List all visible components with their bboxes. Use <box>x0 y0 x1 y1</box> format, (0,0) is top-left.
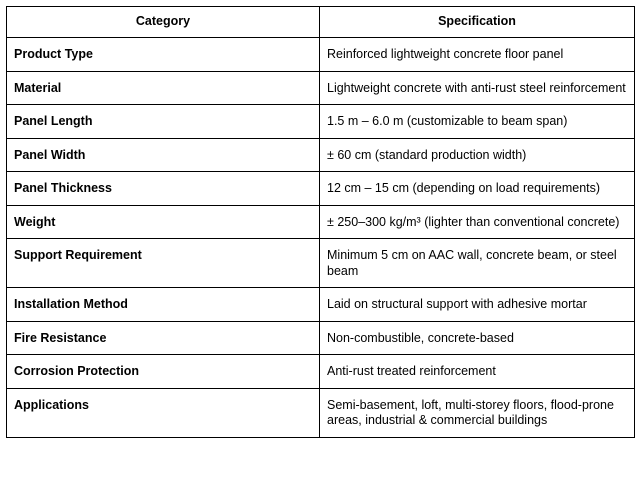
table-header <box>7 7 635 38</box>
category-cell: Weight <box>7 205 320 239</box>
specification-cell: Laid on structural support with adhesive mortar <box>320 288 635 322</box>
category-cell: Panel Thickness <box>7 172 320 206</box>
category-cell: Support Requirement <box>7 239 320 288</box>
specification-cell: Reinforced lightweight concrete floor panel <box>320 38 635 72</box>
category-cell: Fire Resistance <box>7 321 320 355</box>
category-cell: Panel Width <box>7 138 320 172</box>
specification-cell: Semi-basement, loft, multi-storey floors, flood-prone areas, industrial & commercial buildings <box>320 388 635 437</box>
table-row <box>7 38 635 72</box>
specification-cell: 12 cm – 15 cm (depending on load requirements) <box>320 172 635 206</box>
specification-cell: Non-combustible, concrete-based <box>320 321 635 355</box>
table-row <box>7 172 635 206</box>
category-cell: Corrosion Protection <box>7 355 320 389</box>
table-row <box>7 138 635 172</box>
table-body <box>7 38 635 438</box>
specification-cell: 1.5 m – 6.0 m (customizable to beam span) <box>320 105 635 139</box>
table-row <box>7 388 635 437</box>
specification-cell: Minimum 5 cm on AAC wall, concrete beam, or steel beam <box>320 239 635 288</box>
header-row <box>7 7 635 38</box>
header-specification: Specification <box>320 7 635 38</box>
specification-table <box>6 6 635 438</box>
category-cell: Installation Method <box>7 288 320 322</box>
table-row <box>7 71 635 105</box>
table-row <box>7 239 635 288</box>
specification-cell: ± 60 cm (standard production width) <box>320 138 635 172</box>
table-row <box>7 288 635 322</box>
table-row <box>7 105 635 139</box>
header-category: Category <box>7 7 320 38</box>
table-row <box>7 321 635 355</box>
table-row <box>7 205 635 239</box>
specification-cell: Anti-rust treated reinforcement <box>320 355 635 389</box>
category-cell: Applications <box>7 388 320 437</box>
category-cell: Product Type <box>7 38 320 72</box>
specification-cell: ± 250–300 kg/m³ (lighter than conventional concrete) <box>320 205 635 239</box>
category-cell: Panel Length <box>7 105 320 139</box>
category-cell: Material <box>7 71 320 105</box>
specification-cell: Lightweight concrete with anti-rust steel reinforcement <box>320 71 635 105</box>
table-row <box>7 355 635 389</box>
